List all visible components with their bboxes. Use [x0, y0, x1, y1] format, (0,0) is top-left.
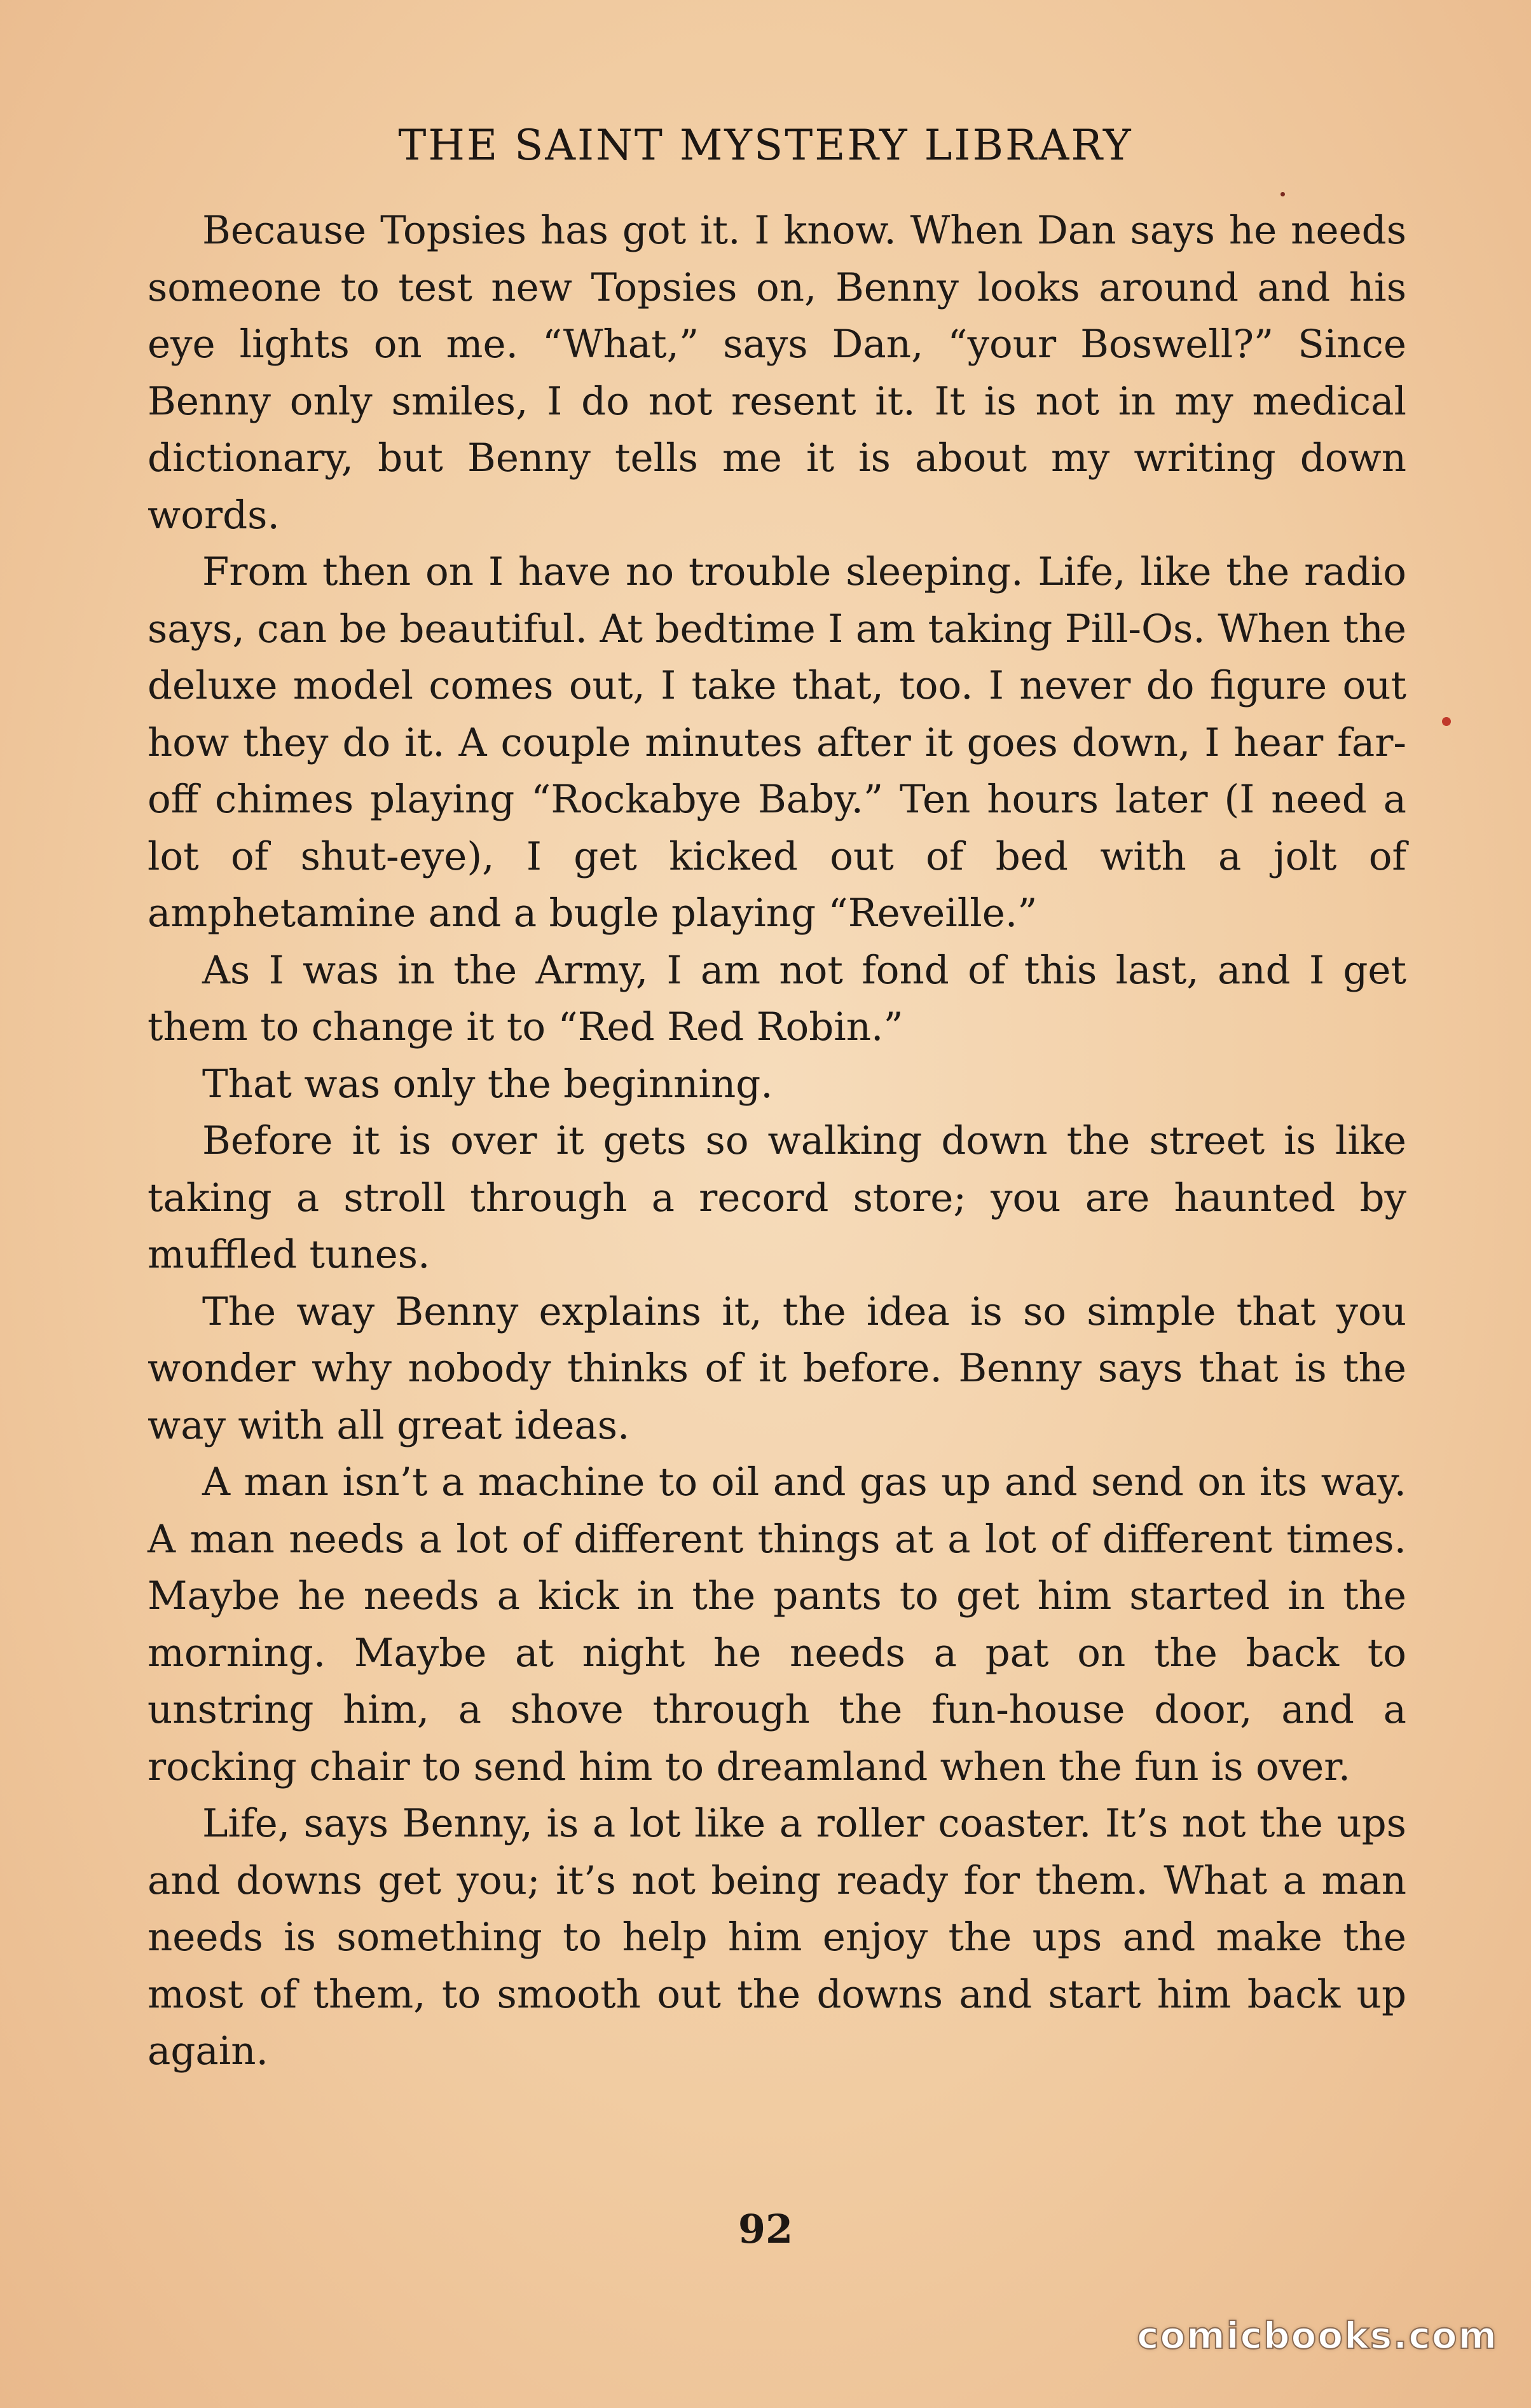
body-text	[148, 202, 1406, 2080]
page-number: 92	[738, 2206, 793, 2252]
paragraph: A man isn’t a machine to oil and gas up and send on its way. A man needs a lot of different things at a lot of different times. Maybe he needs a kick in the pants to get him started in the morning. Maybe at night he needs a pat on the back to unstring him, a shove through the fun-house door, and a rocking chair to send him to dreamland when the fun is over.	[148, 1460, 1406, 1789]
ink-speck	[1442, 717, 1451, 726]
paragraph: Life, says Benny, is a lot like a roller coaster. It’s not the ups and downs get you; it’s not being ready for them. What a man needs is something to help him enjoy the ups and make the most of them, to smooth out the downs and start him back up again.	[148, 1801, 1406, 2074]
paragraph: As I was in the Army, I am not fond of this last, and I get them to change it to “Red Red Robin.”	[148, 947, 1406, 1050]
paragraph: That was only the beginning.	[202, 1061, 773, 1107]
running-head: THE SAINT MYSTERY LIBRARY	[398, 121, 1133, 170]
paragraph: From then on I have no trouble sleeping. Life, like the radio says, can be beautiful. At bedtime I am taking Pill-Os. When the deluxe model comes out, I take that, too. I never do figure out how they do it. A couple minutes after it goes down, I hear far-off chimes playing “Rockabye Baby.” Ten hours later (I need a lot of shut-eye), I get kicked out of bed with a jolt of amphetamine and a bugle playing “Reveille.”	[148, 549, 1406, 936]
paragraph: Because Topsies has got it. I know. When Dan says he needs someone to test new Topsies on, Benny looks around and his eye lights on me. “What,” says Dan, “your Boswell?” Since Benny only smiles, I do not resent it. It is not in my medical dictionary, but Benny tells me it is about my writing down words.	[148, 208, 1406, 538]
paragraph: Before it is over it gets so walking down the street is like taking a stroll through a record store; you are haunted by muffled tunes.	[148, 1118, 1406, 1277]
ink-speck	[1280, 192, 1285, 196]
paragraph: The way Benny explains it, the idea is so simple that you wonder why nobody thinks of it before. Benny says that is the way with all great ideas.	[148, 1289, 1406, 1448]
watermark: comicbooks.com	[1137, 2314, 1498, 2357]
